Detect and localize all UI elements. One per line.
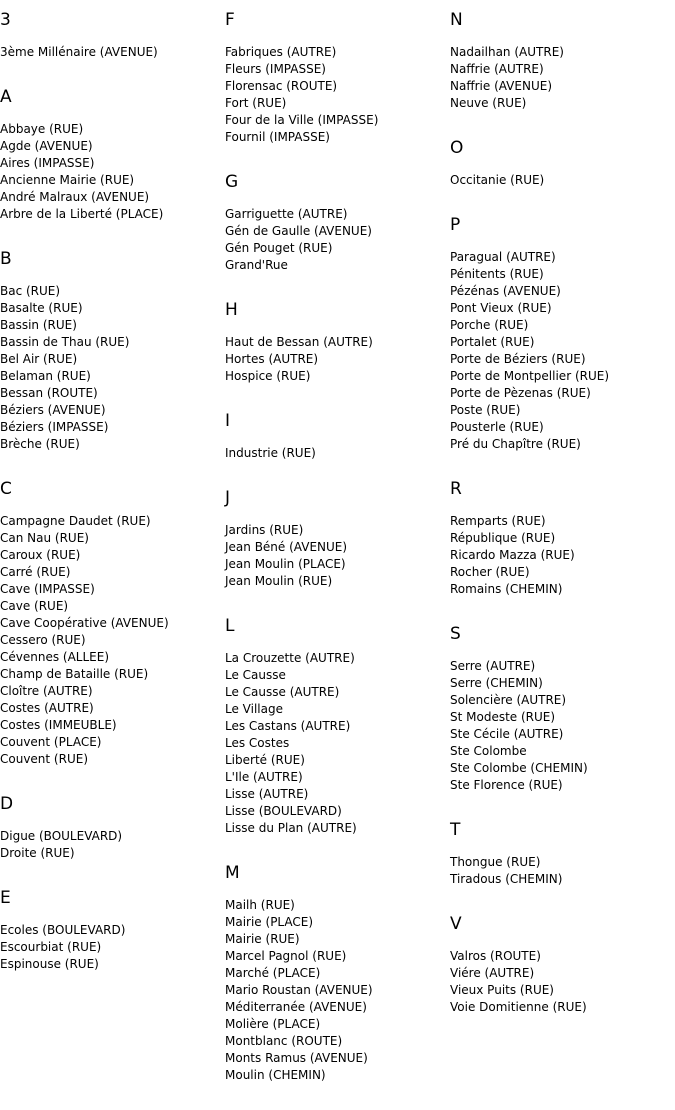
letter-section xyxy=(0,479,225,768)
street-entry: Agde (AVENUE) xyxy=(0,139,93,153)
street-entry: Arbre de la Liberté (PLACE) xyxy=(0,207,164,221)
section-letter-heading: H xyxy=(225,300,238,320)
street-index-column-3 xyxy=(450,10,675,1042)
street-entry: Méditerranée (AVENUE) xyxy=(225,1000,367,1014)
street-entry: Marché (PLACE) xyxy=(225,966,321,980)
section-letter-heading: G xyxy=(225,172,239,192)
street-list xyxy=(0,121,225,223)
street-entry: Mairie (RUE) xyxy=(225,932,300,946)
street-entry: Ste Colombe xyxy=(450,744,527,758)
street-list xyxy=(450,172,675,189)
street-entry: Droite (RUE) xyxy=(0,846,75,860)
street-entry: Solencière (AUTRE) xyxy=(450,693,567,707)
street-list xyxy=(450,854,675,888)
street-entry: Champ de Bataille (RUE) xyxy=(0,667,149,681)
street-list xyxy=(225,206,450,274)
street-entry: Fort (RUE) xyxy=(225,96,287,110)
letter-section xyxy=(0,249,225,453)
section-letter-heading: R xyxy=(450,479,462,499)
street-entry: Marcel Pagnol (RUE) xyxy=(225,949,347,963)
street-entry: Ancienne Mairie (RUE) xyxy=(0,173,135,187)
section-letter-heading: D xyxy=(0,794,14,814)
street-entry: Naffrie (AVENUE) xyxy=(450,79,552,93)
street-entry: Le Village xyxy=(225,702,283,716)
street-entry: Couvent (RUE) xyxy=(0,752,89,766)
street-entry: Le Causse xyxy=(225,668,286,682)
street-entry: Cloître (AUTRE) xyxy=(0,684,93,698)
street-entry: Le Causse (AUTRE) xyxy=(225,685,340,699)
street-entry: Pézénas (AVENUE) xyxy=(450,284,561,298)
section-letter-heading: T xyxy=(450,820,461,840)
street-entry: Lisse (BOULEVARD) xyxy=(225,804,342,818)
letter-section xyxy=(0,888,225,973)
section-letter-heading: M xyxy=(225,863,240,883)
street-entry: Digue (BOULEVARD) xyxy=(0,829,123,843)
street-entry: Ricardo Mazza (RUE) xyxy=(450,548,575,562)
street-entry: Garriguette (AUTRE) xyxy=(225,207,348,221)
street-entry: Espinouse (RUE) xyxy=(0,957,99,971)
street-entry: République (RUE) xyxy=(450,531,556,545)
section-letter-heading: J xyxy=(225,488,231,508)
letter-section xyxy=(225,172,450,274)
street-entry: Béziers (AVENUE) xyxy=(0,403,106,417)
street-entry: Costes (AUTRE) xyxy=(0,701,94,715)
street-entry: Montblanc (ROUTE) xyxy=(225,1034,343,1048)
street-list xyxy=(0,44,225,61)
letter-section xyxy=(225,616,450,837)
street-entry: Cessero (RUE) xyxy=(0,633,86,647)
street-entry: Can Nau (RUE) xyxy=(0,531,89,545)
street-entry: Florensac (ROUTE) xyxy=(225,79,338,93)
letter-section xyxy=(225,10,450,146)
section-letter-heading: L xyxy=(225,616,235,636)
street-entry: Naffrie (AUTRE) xyxy=(450,62,544,76)
street-entry: Pré du Chapître (RUE) xyxy=(450,437,581,451)
street-entry: Pousterle (RUE) xyxy=(450,420,544,434)
street-entry: Basalte (RUE) xyxy=(0,301,83,315)
street-entry: Gén de Gaulle (AVENUE) xyxy=(225,224,372,238)
street-entry: Grand'Rue xyxy=(225,258,288,272)
street-index-column-1 xyxy=(0,10,225,999)
street-entry: Occitanie (RUE) xyxy=(450,173,545,187)
street-entry: Gén Pouget (RUE) xyxy=(225,241,333,255)
street-list xyxy=(450,249,675,453)
street-entry: L'Ile (AUTRE) xyxy=(225,770,303,784)
street-list xyxy=(0,828,225,862)
street-list xyxy=(450,948,675,1016)
letter-section xyxy=(0,794,225,862)
letter-section xyxy=(0,10,225,61)
street-list xyxy=(225,44,450,146)
street-entry: Cave (RUE) xyxy=(0,599,69,613)
street-entry: Cévennes (ALLEE) xyxy=(0,650,110,664)
street-entry: Paragual (AUTRE) xyxy=(450,250,556,264)
street-entry: Poste (RUE) xyxy=(450,403,521,417)
street-entry: Four de la Ville (IMPASSE) xyxy=(225,113,379,127)
section-letter-heading: 3 xyxy=(0,10,11,30)
street-entry: Les Castans (AUTRE) xyxy=(225,719,351,733)
street-list xyxy=(0,283,225,453)
street-entry: Carré (RUE) xyxy=(0,565,71,579)
street-entry: Cave (IMPASSE) xyxy=(0,582,95,596)
street-entry: Romains (CHEMIN) xyxy=(450,582,563,596)
street-entry: La Crouzette (AUTRE) xyxy=(225,651,355,665)
street-entry: 3ème Millénaire (AVENUE) xyxy=(0,45,158,59)
street-entry: Fleurs (IMPASSE) xyxy=(225,62,326,76)
street-entry: Brèche (RUE) xyxy=(0,437,80,451)
section-letter-heading: C xyxy=(0,479,12,499)
street-entry: Caroux (RUE) xyxy=(0,548,81,562)
street-entry: Escourbiat (RUE) xyxy=(0,940,102,954)
street-entry: Bessan (ROUTE) xyxy=(0,386,98,400)
letter-section xyxy=(225,300,450,385)
street-list xyxy=(0,922,225,973)
street-entry: Abbaye (RUE) xyxy=(0,122,84,136)
street-entry: Porte de Pèzenas (RUE) xyxy=(450,386,591,400)
street-list xyxy=(0,513,225,768)
letter-section xyxy=(450,10,675,112)
letter-section xyxy=(450,138,675,189)
street-entry: Thongue (RUE) xyxy=(450,855,541,869)
street-entry: Voie Domitienne (RUE) xyxy=(450,1000,587,1014)
street-entry: Jean Moulin (PLACE) xyxy=(225,557,346,571)
street-entry: Bel Air (RUE) xyxy=(0,352,78,366)
street-entry: Moulin (CHEMIN) xyxy=(225,1068,326,1082)
street-entry: Valros (ROUTE) xyxy=(450,949,541,963)
street-entry: Fabriques (AUTRE) xyxy=(225,45,337,59)
street-entry: Cave Coopérative (AVENUE) xyxy=(0,616,169,630)
section-letter-heading: P xyxy=(450,215,461,235)
street-entry: St Modeste (RUE) xyxy=(450,710,556,724)
street-entry: Porte de Béziers (RUE) xyxy=(450,352,586,366)
street-entry: Hospice (RUE) xyxy=(225,369,311,383)
letter-section xyxy=(450,624,675,794)
street-entry: Jean Béné (AVENUE) xyxy=(225,540,348,554)
street-index-column-2 xyxy=(225,10,450,1110)
section-letter-heading: F xyxy=(225,10,235,30)
letter-section xyxy=(450,820,675,888)
street-list xyxy=(225,445,450,462)
street-entry: Neuve (RUE) xyxy=(450,96,527,110)
street-entry: Liberté (RUE) xyxy=(225,753,305,767)
street-entry: Jardins (RUE) xyxy=(225,523,304,537)
street-entry: Monts Ramus (AVENUE) xyxy=(225,1051,368,1065)
street-entry: Béziers (IMPASSE) xyxy=(0,420,109,434)
street-entry: Serre (AUTRE) xyxy=(450,659,536,673)
street-entry: Bassin (RUE) xyxy=(0,318,77,332)
street-entry: Ste Florence (RUE) xyxy=(450,778,563,792)
section-letter-heading: A xyxy=(0,87,12,107)
street-entry: Les Costes xyxy=(225,736,290,750)
street-entry: Fournil (IMPASSE) xyxy=(225,130,330,144)
section-letter-heading: N xyxy=(450,10,463,30)
street-entry: Mairie (PLACE) xyxy=(225,915,314,929)
street-entry: Mario Roustan (AVENUE) xyxy=(225,983,373,997)
street-entry: Porche (RUE) xyxy=(450,318,529,332)
letter-section xyxy=(225,488,450,590)
street-entry: Couvent (PLACE) xyxy=(0,735,102,749)
street-entry: Jean Moulin (RUE) xyxy=(225,574,333,588)
section-letter-heading: I xyxy=(225,411,231,431)
street-entry: Viére (AUTRE) xyxy=(450,966,535,980)
street-entry: Campagne Daudet (RUE) xyxy=(0,514,151,528)
street-entry: André Malraux (AVENUE) xyxy=(0,190,150,204)
street-entry: Ste Cécile (AUTRE) xyxy=(450,727,564,741)
street-entry: Portalet (RUE) xyxy=(450,335,535,349)
street-entry: Pont Vieux (RUE) xyxy=(450,301,552,315)
street-entry: Costes (IMMEUBLE) xyxy=(0,718,117,732)
street-entry: Remparts (RUE) xyxy=(450,514,546,528)
letter-section xyxy=(450,215,675,453)
street-list xyxy=(450,658,675,794)
street-entry: Lisse du Plan (AUTRE) xyxy=(225,821,357,835)
street-list xyxy=(225,522,450,590)
street-entry: Hortes (AUTRE) xyxy=(225,352,319,366)
street-entry: Vieux Puits (RUE) xyxy=(450,983,554,997)
street-entry: Belaman (RUE) xyxy=(0,369,91,383)
street-entry: Serre (CHEMIN) xyxy=(450,676,543,690)
street-entry: Tiradous (CHEMIN) xyxy=(450,872,563,886)
letter-section xyxy=(225,863,450,1084)
street-entry: Lisse (AUTRE) xyxy=(225,787,309,801)
street-entry: Pénitents (RUE) xyxy=(450,267,544,281)
section-letter-heading: V xyxy=(450,914,462,934)
street-list xyxy=(225,650,450,837)
street-entry: Bassin de Thau (RUE) xyxy=(0,335,130,349)
letter-section xyxy=(450,914,675,1016)
letter-section xyxy=(0,87,225,223)
street-list xyxy=(450,44,675,112)
street-entry: Bac (RUE) xyxy=(0,284,61,298)
section-letter-heading: B xyxy=(0,249,12,269)
street-entry: Mailh (RUE) xyxy=(225,898,295,912)
street-list xyxy=(225,897,450,1084)
street-entry: Nadailhan (AUTRE) xyxy=(450,45,564,59)
letter-section xyxy=(225,411,450,462)
street-entry: Industrie (RUE) xyxy=(225,446,316,460)
street-entry: Haut de Bessan (AUTRE) xyxy=(225,335,373,349)
street-entry: Rocher (RUE) xyxy=(450,565,530,579)
section-letter-heading: O xyxy=(450,138,464,158)
section-letter-heading: E xyxy=(0,888,11,908)
street-list xyxy=(225,334,450,385)
street-entry: Ecoles (BOULEVARD) xyxy=(0,923,126,937)
street-entry: Molière (PLACE) xyxy=(225,1017,321,1031)
street-entry: Porte de Montpellier (RUE) xyxy=(450,369,610,383)
street-entry: Ste Colombe (CHEMIN) xyxy=(450,761,588,775)
section-letter-heading: S xyxy=(450,624,461,644)
letter-section xyxy=(450,479,675,598)
street-entry: Aires (IMPASSE) xyxy=(0,156,95,170)
street-list xyxy=(450,513,675,598)
